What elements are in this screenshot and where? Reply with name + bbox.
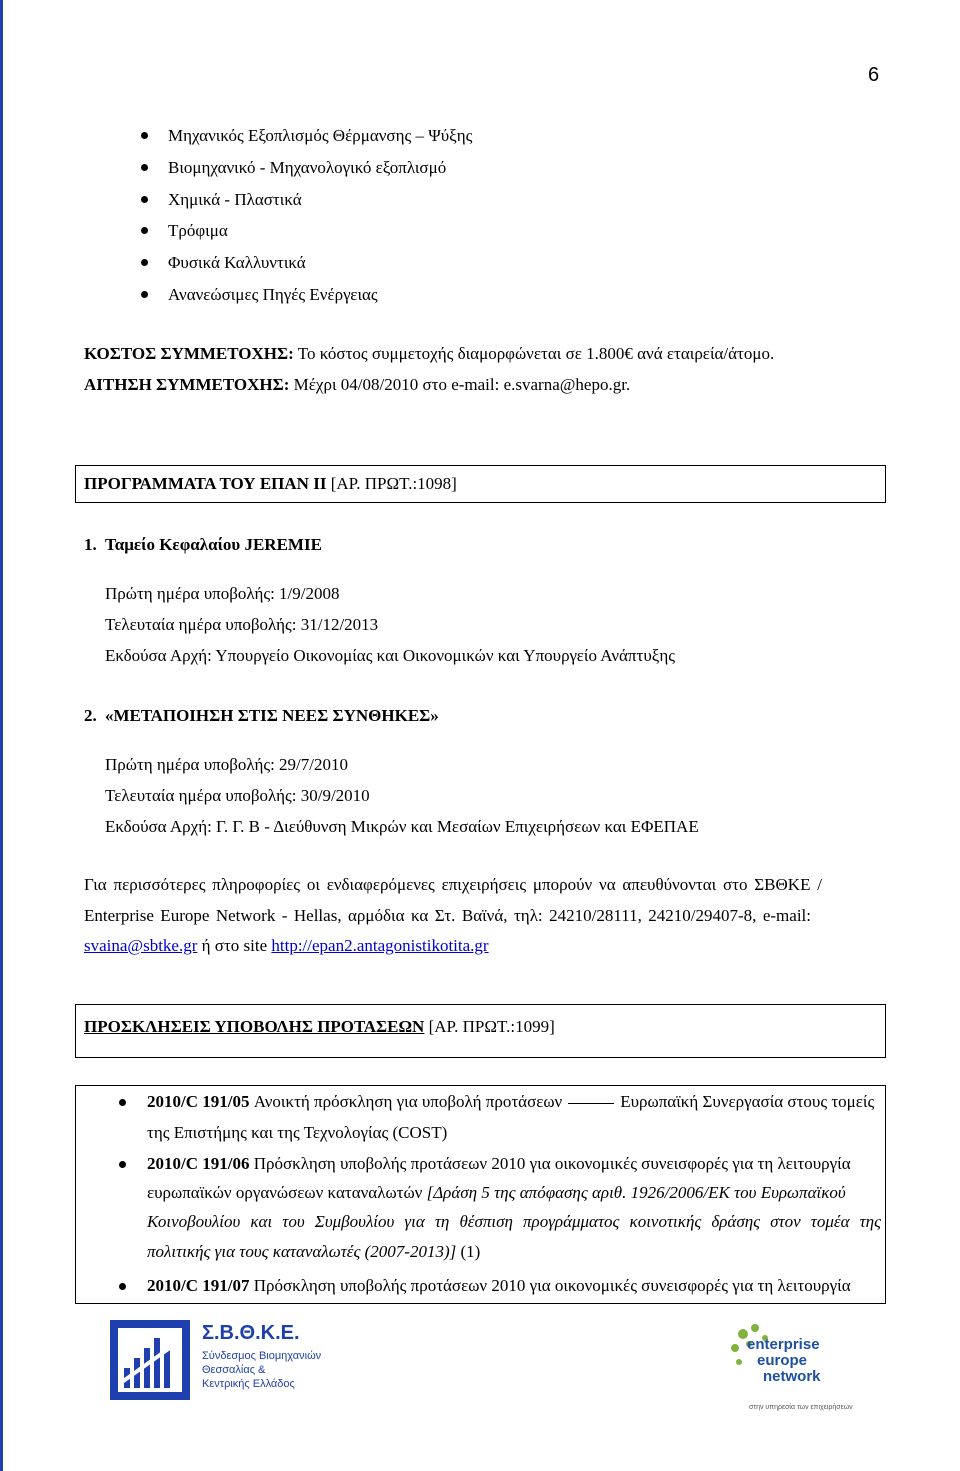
call-code: 2010/C 191/06 bbox=[147, 1154, 250, 1173]
program-heading bbox=[84, 706, 439, 726]
bullet-icon bbox=[141, 227, 148, 234]
cost-label: ΚΟΣΤΟΣ ΣΥΜΜΕΤΟΧΗΣ: bbox=[84, 344, 294, 363]
een-logo-tagline: στην υπηρεσία των επιχειρήσεων bbox=[749, 1404, 853, 1411]
program-first-day: Πρώτη ημέρα υποβολής: 29/7/2010 bbox=[105, 755, 348, 774]
site-link[interactable]: http://epan2.antagonistikotita.gr bbox=[271, 936, 489, 955]
info-line: Enterprise Europe Network - Hellas, αρμόδια κα Στ. Βαϊνά, τηλ: 24210/28111, 24210/29407-8, e-mail: bbox=[84, 906, 811, 925]
bullet-icon bbox=[141, 164, 148, 171]
list-item: Τρόφιμα bbox=[168, 221, 228, 240]
call-line bbox=[147, 1276, 851, 1296]
call-line bbox=[147, 1154, 851, 1174]
call-text: Πρόσκληση υποβολής προτάσεων 2010 για οικονομικές συνεισφορές για τη λειτουργία bbox=[253, 1154, 851, 1173]
call-text: Πρόσκληση υποβολής προτάσεων 2010 για οικονομικές συνεισφορές για τη λειτουργία bbox=[253, 1276, 851, 1295]
list-item: Μηχανικός Εξοπλισμός Θέρμανσης – Ψύξης bbox=[168, 126, 473, 145]
bullet-icon bbox=[119, 1283, 126, 1290]
application-line bbox=[84, 375, 630, 395]
program-title: Ταμείο Κεφαλαίου JEREMIE bbox=[105, 535, 322, 554]
application-label: ΑΙΤΗΣΗ ΣΥΜΜΕΤΟΧΗΣ: bbox=[84, 375, 290, 394]
page-left-border bbox=[0, 0, 3, 1471]
call-text: Ευρωπαϊκή Συνεργασία στους τομείς bbox=[620, 1092, 875, 1111]
een-logo bbox=[725, 1318, 853, 1428]
info-contact-line bbox=[84, 936, 489, 956]
list-item: Ανανεώσιμες Πηγές Ενέργειας bbox=[168, 285, 378, 304]
sbtke-logo-sub: Θεσσαλίας & bbox=[202, 1364, 266, 1376]
program-authority: Εκδούσα Αρχή: Υπουργείο Οικονομίας και Οικονομικών και Υπουργείο Ανάπτυξης bbox=[105, 646, 675, 665]
info-line: Για περισσότερες πληροφορίες οι ενδιαφερόμενες επιχειρήσεις μπορούν να απευθύνονται στο ΣΒΘΚΕ / bbox=[84, 875, 822, 894]
program-last-day: Τελευταία ημέρα υποβολής: 30/9/2010 bbox=[105, 786, 370, 805]
call-line bbox=[147, 1183, 846, 1203]
application-text: Μέχρι 04/08/2010 στο e-mail: e.svarna@hepo.gr. bbox=[293, 375, 631, 394]
sbtke-logo-title: Σ.Β.Θ.Κ.Ε. bbox=[202, 1322, 300, 1344]
bullet-icon bbox=[141, 259, 148, 266]
een-logo-word: enterprise bbox=[747, 1336, 820, 1353]
calls-title-box bbox=[75, 1004, 886, 1058]
bullet-icon bbox=[119, 1099, 126, 1106]
een-logo-word: europe bbox=[757, 1352, 808, 1369]
list-item: Βιομηχανικό - Μηχανολογικό εξοπλισμό bbox=[168, 158, 447, 177]
page-number: 6 bbox=[868, 64, 880, 86]
call-text: ευρωπαϊκών οργανώσεων καταναλωτών bbox=[147, 1183, 427, 1202]
call-text: (1) bbox=[456, 1242, 481, 1261]
call-code: 2010/C 191/07 bbox=[147, 1276, 250, 1295]
calls-title: ΠΡΟΣΚΛΗΣΕΙΣ ΥΠΟΒΟΛΗΣ ΠΡΟΤΑΣΕΩΝ bbox=[84, 1017, 425, 1036]
call-line bbox=[147, 1242, 480, 1262]
program-title: «ΜΕΤΑΠΟΙΗΣΗ ΣΤΙΣ ΝΕΕΣ ΣΥΝΘΗΚΕΣ» bbox=[105, 706, 439, 725]
call-line: Κοινοβουλίου και του Συμβουλίου για τη θέσπιση προγράμματος κοινοτικής δράσης στον τομέα της bbox=[147, 1212, 881, 1231]
program-heading bbox=[84, 535, 322, 555]
list-item: Χημικά - Πλαστικά bbox=[168, 190, 302, 209]
info-middle-text: ή στο site bbox=[197, 936, 272, 955]
sbtke-logo-sub: Σύνδεσμος Βιομηχανιών bbox=[202, 1350, 322, 1362]
call-line bbox=[147, 1092, 874, 1112]
call-text-italic: [Δράση 5 της απόφασης αριθ. 1926/2006/ΕΚ του Ευρωπαϊκού bbox=[426, 1183, 846, 1202]
em-dash-line bbox=[568, 1103, 614, 1104]
cost-text: Το κόστος συμμετοχής διαμορφώνεται σε 1.800€ ανά εταιρεία/άτομο. bbox=[297, 344, 775, 363]
list-item: Φυσικά Καλλυντικά bbox=[168, 253, 306, 272]
program-number: 2. bbox=[84, 706, 97, 725]
call-code: 2010/C 191/05 bbox=[147, 1092, 250, 1111]
programs-title: ΠΡΟΓΡΑΜΜΑΤΑ ΤΟΥ ΕΠΑΝ ΙΙ bbox=[84, 474, 327, 493]
calls-ref: [ΑΡ. ΠΡΩΤ.:1099] bbox=[428, 1017, 555, 1036]
bullet-icon bbox=[141, 132, 148, 139]
een-logo-word: network bbox=[763, 1368, 821, 1385]
program-number: 1. bbox=[84, 535, 97, 554]
sbtke-logo bbox=[110, 1320, 410, 1400]
program-first-day: Πρώτη ημέρα υποβολής: 1/9/2008 bbox=[105, 584, 340, 603]
program-last-day: Τελευταία ημέρα υποβολής: 31/12/2013 bbox=[105, 615, 379, 634]
bullet-icon bbox=[141, 196, 148, 203]
call-text: Ανοικτή πρόσκληση για υποβολή προτάσεων bbox=[253, 1092, 563, 1111]
programs-title-box bbox=[75, 465, 886, 503]
sbtke-logo-icon bbox=[110, 1320, 190, 1400]
programs-ref: [ΑΡ. ΠΡΩΤ.:1098] bbox=[330, 474, 457, 493]
sbtke-logo-sub: Κεντρικής Ελλάδος bbox=[202, 1378, 295, 1390]
cost-line bbox=[84, 344, 774, 364]
email-link[interactable]: svaina@sbtke.gr bbox=[84, 936, 198, 955]
program-authority: Εκδούσα Αρχή: Γ. Γ. Β - Διεύθυνση Μικρών και Μεσαίων Επιχειρήσεων και ΕΦΕΠΑΕ bbox=[105, 817, 699, 836]
call-line: της Επιστήμης και της Τεχνολογίας (COST) bbox=[147, 1123, 448, 1142]
bullet-icon bbox=[141, 291, 148, 298]
bullet-icon bbox=[119, 1161, 126, 1168]
call-text-italic: πολιτικής για τους καταναλωτές (2007-2013)] bbox=[147, 1242, 457, 1261]
